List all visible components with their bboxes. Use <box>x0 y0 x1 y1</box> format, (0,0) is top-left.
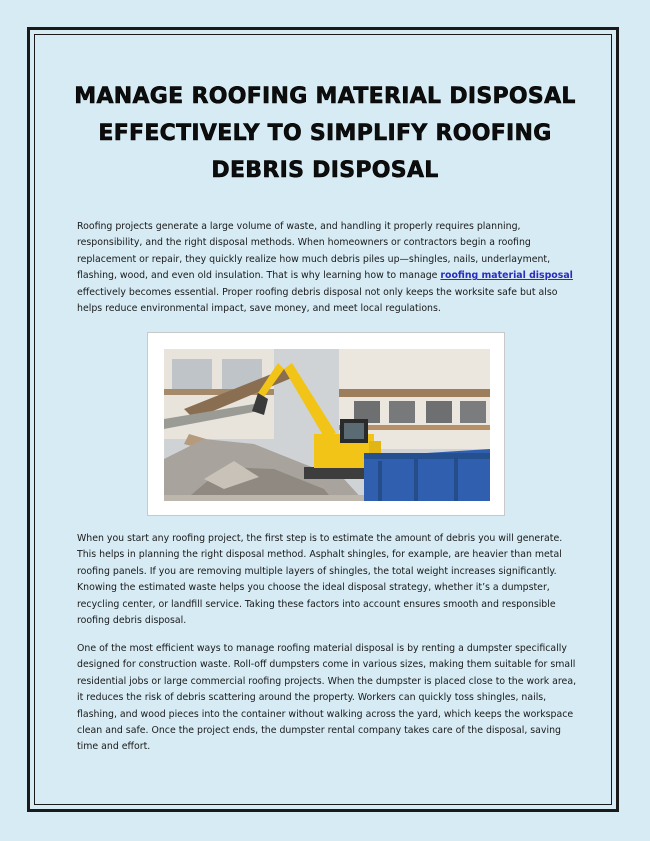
paragraph-dumpster: One of the most efficient ways to manage roofing material disposal is by renting a dumpster specifically designed for construction waste. Roll-off dumpsters come in various sizes, making them suitable for small residential jobs or large commercial roofing projects. When the dumpster is placed close to the work area, it reduces the risk of debris scattering around the property. Workers can quickly toss shingles, nails, flashing, and wood pieces into the container without walking across the yard, which keeps the workspace clean and safe. Once the project ends, the dumpster rental company takes care of the disposal, saving time and effort. <box>77 643 577 753</box>
paragraph-estimate: When you start any roofing project, the first step is to estimate the amount of debris you will generate. This helps in planning the right disposal method. Asphalt shingles, for example, are heavier than metal roofing panels. If you are removing multiple layers of shingles, the total weight increases significantly. Knowing the estimated waste helps you choose the ideal disposal strategy, whether it’s a dumpster, recycling center, or landfill service. Taking these factors into account ensures smooth and responsible roofing debris disposal. <box>77 533 563 627</box>
demolition-photo <box>147 332 505 516</box>
title-line-1: MANAGE ROOFING MATERIAL DISPOSAL <box>74 84 576 109</box>
roofing-material-disposal-link[interactable]: roofing material disposal <box>440 270 573 282</box>
paragraph-intro-text: Roofing projects generate a large volume of waste, and handling it properly requires planning, responsibility, and the right disposal methods. When homeowners or contractors begin a roofing replacement or repair, they quickly realize how much debris piles up—shingles, nails, underlayment, flashing, wood, and even old insulation. That is why learning how to manage <box>77 221 551 282</box>
title-line-3: DEBRIS DISPOSAL <box>211 158 439 183</box>
title-line-2: EFFECTIVELY TO SIMPLIFY ROOFING <box>98 121 552 146</box>
demolition-photo-image <box>164 349 490 501</box>
paragraph-intro <box>77 219 577 317</box>
document-title <box>50 78 600 189</box>
paragraph-intro-text-end: effectively becomes essential. Proper roofing debris disposal not only keeps the worksite safe but also helps reduce environmental impact, save money, and meet local regulations. <box>77 286 558 315</box>
